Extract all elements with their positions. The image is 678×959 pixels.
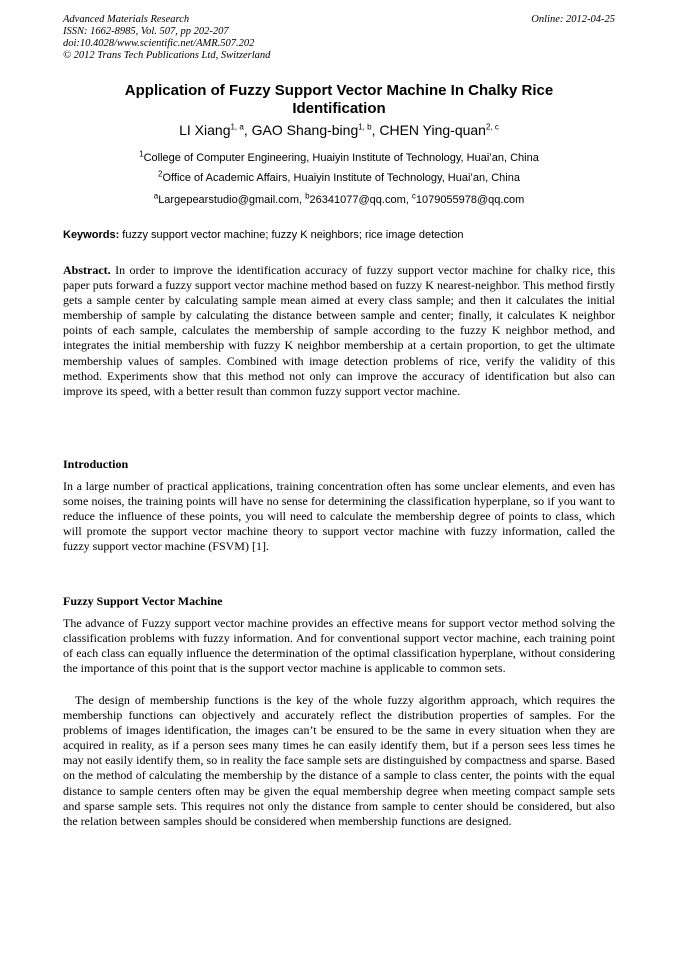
affiliation-2 bbox=[40, 171, 638, 185]
keywords-text: fuzzy support vector machine; fuzzy K neighbors; rice image detection bbox=[119, 229, 464, 241]
affiliation-text: Office of Academic Affairs, Huaiyin Institute of Technology, Huai’an, China bbox=[162, 172, 520, 184]
abstract-label: Abstract. bbox=[63, 263, 111, 277]
author-name: CHEN Ying-quan bbox=[379, 122, 486, 138]
section-heading-fsvm: Fuzzy Support Vector Machine bbox=[63, 594, 223, 608]
journal-header bbox=[63, 14, 615, 62]
keywords-label: Keywords: bbox=[63, 229, 120, 241]
journal-name: Advanced Materials Research bbox=[63, 14, 190, 25]
fsvm-paragraph-1: The advance of Fuzzy support vector machine provides an effective means for support vector method solving the classification problems with fuzzy information. And for conventional support vector machine, each training point of each class can equally influence the determination of the optimal classification hyperplane, without considering the importance of this point that is the support vector machine is applicable to common sets. bbox=[63, 616, 615, 676]
author-name: LI Xiang bbox=[179, 122, 231, 138]
email: 1079055978@qq.com bbox=[415, 194, 525, 206]
email-sup: a bbox=[153, 191, 159, 201]
affiliation-sup: 2 bbox=[158, 169, 163, 179]
abstract-text: In order to improve the identification accuracy of fuzzy support vector machine for chalky rice, this paper puts forward a fuzzy support vector machine method based on fuzzy K nearest-neighbor. This method firstly gets a sample center by calculating sample mean aimed at every class sample; and then it calculates the initial membership of sample by calculating the distance between sample and center; finally, it calculates K neighbor points of each sample, calculates the membership of sample according to the fuzzy K neighbor method, and integrates the initial membership with fuzzy K neighbor membership at a certain proportion, to get the ultimate membership values of samples. Combined with image detection problems of rice, verify the validity of this method. Experiments show that this method not only can improve the accuracy of identification but also can improve its speed, with a better result than common fuzzy support vector machine. bbox=[63, 263, 615, 398]
doi-line: doi:10.4028/www.scientific.net/AMR.507.202 bbox=[63, 38, 255, 49]
author-sup: 1, b bbox=[358, 122, 372, 132]
fsvm-paragraph-2: The design of membership functions is the key of the whole fuzzy algorithm approach, which requires the membership functions can objectively and accurately reflect the distribution properties of samples. For the problems of images identification, the images can’t be ensured to be the same in every situation when they are acquired in reality, as if a person sees many times he can easily identify them, but if a person sees less times he may not easily identify them, so in reality the face sample sets are distinguished by compactness and sparse. Based on the method of calculating the membership by the distance of a sample to class center, the points with the equal distance to sample centers often may be given the equal membership degree when meeting compact sample sets and sparse sample sets. This requires not only the distance from sample to center should be considered, but also the relation between samples should be considered when membership functions are designed. bbox=[63, 693, 615, 828]
online-date: Online: 2012-04-25 bbox=[531, 14, 615, 25]
abstract bbox=[63, 263, 615, 399]
copyright-line: © 2012 Trans Tech Publications Ltd, Switzerland bbox=[63, 50, 271, 61]
introduction-paragraph: In a large number of practical applications, training concentration often has some unclear elements, and even has some noises, the training points will have no sense for determining the classification hyperplane, so if you want to reduce the influence of these points, you will need to calculate the membership degree of points to class, which will promote the support vector machine theory to support vector machine with fuzzy information, called the fuzzy support vector machine (FSVM) [1]. bbox=[63, 479, 615, 554]
email: 26341077@qq.com, bbox=[309, 194, 412, 206]
issn-line: ISSN: 1662-8985, Vol. 507, pp 202-207 bbox=[63, 26, 229, 37]
section-heading-introduction: Introduction bbox=[63, 457, 129, 471]
author-name: GAO Shang-bing bbox=[251, 122, 359, 138]
affiliation-1 bbox=[40, 151, 638, 165]
email-line bbox=[40, 193, 638, 207]
affiliation-text: College of Computer Engineering, Huaiyin Institute of Technology, Huai’an, China bbox=[143, 152, 539, 164]
author-sup: 1, a bbox=[230, 122, 244, 132]
email-sup: c bbox=[411, 191, 416, 201]
email: Largepearstudio@gmail.com, bbox=[158, 194, 306, 206]
paper-title: Application of Fuzzy Support Vector Machine In Chalky Rice Identification bbox=[124, 82, 554, 117]
email-sup: b bbox=[305, 191, 310, 201]
keywords bbox=[63, 228, 615, 242]
author-sup: 2, c bbox=[485, 122, 499, 132]
author-line: LI Xiang$^{1, a}$, GAO Shang-bing$^{1, b}$, CHEN Ying-quan$^{2, c}$ bbox=[179, 122, 499, 138]
affiliation-sup: 1 bbox=[139, 149, 144, 159]
